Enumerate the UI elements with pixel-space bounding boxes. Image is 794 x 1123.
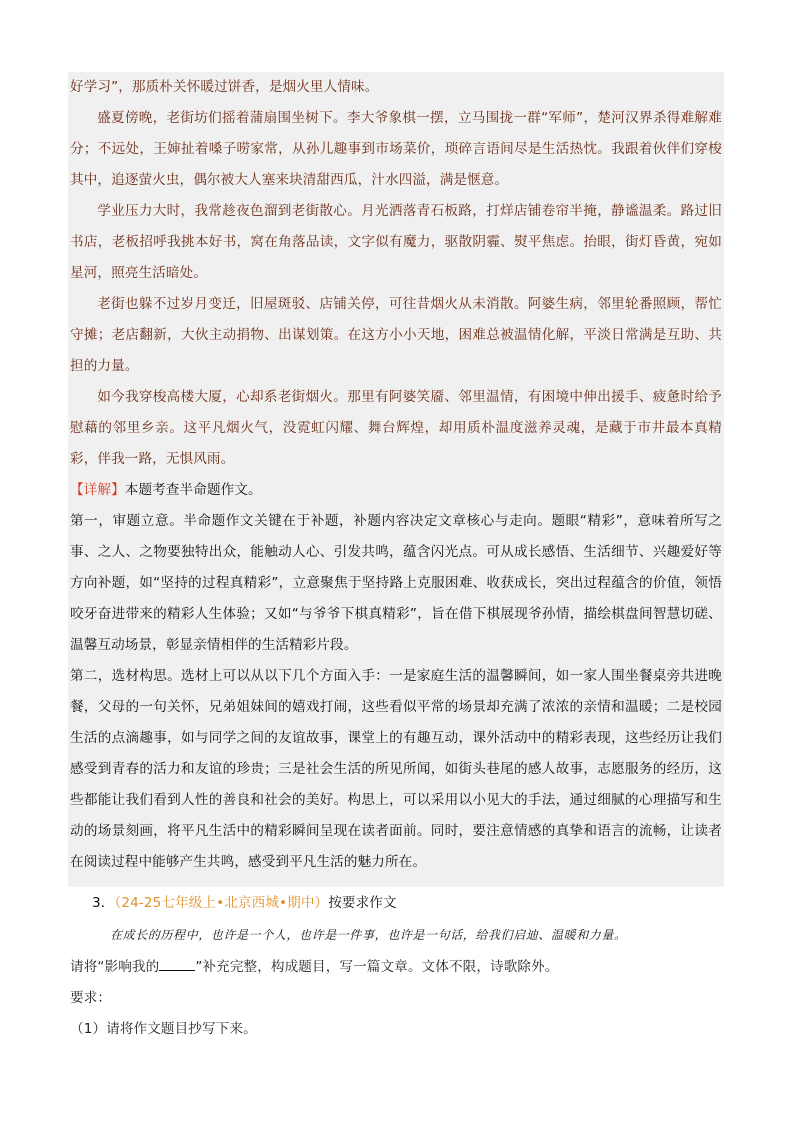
essay-paragraph-3: 老街也躲不过岁月变迁，旧屋斑驳、店铺关停，可往昔烟火从未消散。阿婆生病，邻里轮番照顾，帮忙守摊；老店翻新，大伙主动捐物、出谋划策。在这方小小天地，困难总被温情化解，平淡日常满是互助、共担的力量。 — [70, 296, 722, 374]
detail-intro-text: 本题考查半命题作文。 — [124, 482, 262, 498]
detail-intro — [70, 475, 722, 506]
detail-label: 【详解】 — [70, 482, 125, 498]
title-blank — [159, 956, 195, 971]
essay-paragraph-4: 如今我穿梭高楼大厦，心却系老街烟火。那里有阿婆笑靥、邻里温情，有困境中伸出援手、疲惫时给予慰藉的邻里乡亲。这平凡烟火气，没霓虹闪耀、舞台辉煌，却用质朴温度滋养灵魂，是藏于市井最本真精彩，伴我一路，无惧风雨。 — [70, 389, 722, 467]
question-title: 按要求作文 — [328, 895, 397, 911]
essay-paragraph-2: 学业压力大时，我常趁夜色溜到老街散心。月光洒落青石板路，打烊店铺卷帘半掩，静谧温柔。路过旧书店，老板招呼我挑本好书，窝在角落品读，文字似有魔力，驱散阴霾、熨平焦虑。抬眼，街灯昏黄，宛如星河，照亮生活暗处。 — [70, 203, 722, 281]
source-tag: （24-25七年级上•北京西城•期中） — [114, 895, 329, 911]
prompt-italic-line: 在成长的历程中，也许是一个人，也许是一件事，也许是一句话，给我们启迪、温暖和力量。 — [110, 928, 627, 942]
requirements-label: 要求： — [70, 990, 112, 1006]
essay-paragraph-0: 好学习”，那质朴关怀暖过饼香，是烟火里人情味。 — [70, 79, 379, 95]
detail-point-2: 第二，选材构思。选材上可以从以下几个方面入手：一是家庭生活的温馨瞬间，如一家人围坐餐桌旁共进晚餐，父母的一句关怀，兄弟姐妹间的嬉戏打闹，这些看似平常的场景却充满了浓浓的亲情和温暖；二是校园生活的点滴趣事，如与同学之间的友谊故事，课堂上的有趣互动，课外活动中的精彩表现，这些经历让我们感受到青春的活力和友谊的珍贵；三是社会生活的所见所闻，如街头巷尾的感人故事，志愿服务的经历，这些都能让我们看到人性的善良和社会的美好。构思上，可以采用以小见大的手法，通过细腻的心理描写和生动的场景刻画，将平凡生活中的精彩瞬间呈现在读者面前。同时，要注意情感的真挚和语言的流畅，让读者在阅读过程中能够产生共鸣，感受到平凡生活的魅力所在。 — [70, 668, 722, 870]
instruction-post: ”补充完整，构成题目，写一篇文章。文体不限，诗歌除外。 — [195, 959, 559, 975]
question-number: 3． — [92, 895, 115, 911]
instruction-line — [70, 952, 722, 983]
detail-point-1: 第一，审题立意。半命题作文关键在于补题，补题内容决定文章核心与走向。题眼“精彩”，意味着所写之事、之人、之物要独特出众，能触动人心、引发共鸣，蕴含闪光点。可从成长感悟、生活细节、兴趣爱好等方向补题，如“坚持的过程真精彩”，立意聚焦于坚持路上克服困难、收获成长，突出过程蕴含的价值，领悟咬牙奋进带来的精彩人生体验；又如“与爷爷下棋真精彩”，旨在借下棋展现爷孙情，描绘棋盘间智慧切磋、温馨互动场景，彰显亲情相伴的生活精彩片段。 — [70, 513, 722, 653]
question-heading — [92, 888, 722, 919]
essay-paragraph-1: 盛夏傍晚，老街坊们摇着蒲扇围坐树下。李大爷象棋一摆，立马围拢一群“军师”，楚河汉界杀得难解难分；不远处，王婶扯着嗓子唠家常，从孙儿趣事到市场菜价，琐碎言语间尽是生活热忱。我跟着伙伴们穿梭其中，追逐萤火虫，偶尔被大人塞来块清甜西瓜，汁水四溢，满是惬意。 — [70, 110, 722, 188]
instruction-pre: 请将“影响我的 — [70, 959, 160, 975]
requirement-1: （1）请将作文题目抄写下来。 — [70, 1021, 257, 1037]
